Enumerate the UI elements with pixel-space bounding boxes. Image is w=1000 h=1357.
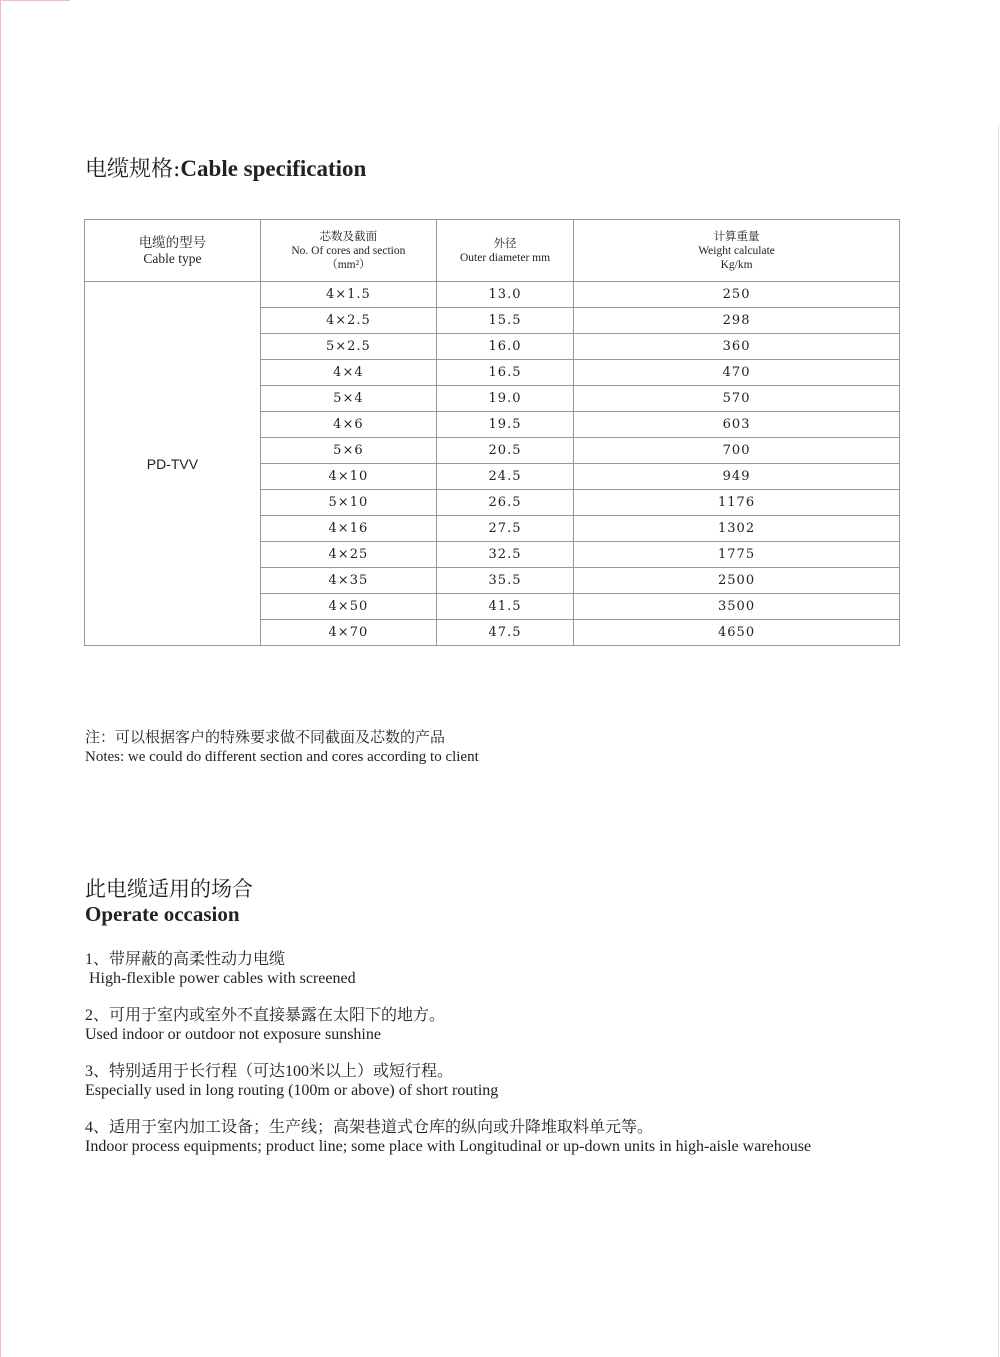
outer-diameter-cell: 16.5 [436,360,573,386]
weight-cell: 1176 [574,490,900,516]
outer-diameter-cell: 26.5 [436,490,573,516]
occasion-item [85,950,811,988]
occasion-en: Especially used in long routing (100m or above) of short routing [85,1082,499,1099]
page-edge-right [998,125,999,1357]
header-en: Cable type [143,250,202,266]
header-en: Outer diameter mm [459,251,551,264]
weight-cell: 2500 [574,568,900,594]
table-row [85,282,900,308]
cores-section-cell: 4×2.5 [260,308,436,334]
cores-section-cell: 4×70 [260,620,436,646]
notes-en: Notes: we could do different section and cores according to client [85,749,479,765]
occasion-en: Indoor process equipments; product line; some place with Longitudinal or up-down units in high-aisle warehouse [85,1138,812,1155]
occasion-cn: 4、适用于室内加工设备；生产线；高架巷道式仓库的纵向或升降堆取料单元等。 [85,1119,654,1136]
table-header-row [85,220,900,282]
page-edge [0,0,1,1357]
outer-diameter-cell: 20.5 [436,438,573,464]
cores-section-cell: 4×4 [260,360,436,386]
outer-diameter-cell: 19.0 [436,386,573,412]
outer-diameter-cell: 24.5 [436,464,573,490]
weight-cell: 470 [574,360,900,386]
cores-section-cell: 5×4 [260,386,436,412]
title-en: Cable specification [180,156,367,181]
cable-type-cell: PD-TVV [85,282,261,646]
column-header [85,220,261,282]
occasion-title-cn: 此电缆适用的场合 [85,877,253,901]
outer-diameter-cell: 35.5 [436,568,573,594]
cores-section-cell: 4×1.5 [260,282,436,308]
cores-section-cell: 4×6 [260,412,436,438]
section-title-spec [85,152,366,183]
section-title-occasion [85,877,253,927]
outer-diameter-cell: 15.5 [436,308,573,334]
column-header [574,220,900,282]
header-en: No. Of cores and section [291,244,406,257]
cores-section-cell: 4×16 [260,516,436,542]
weight-cell: 4650 [574,620,900,646]
header-cn: 计算重量 [713,230,760,243]
header-unit: （mm²） [326,258,371,271]
page-edge-top [0,0,70,1]
header-en: Weight calculate [698,244,775,257]
cores-section-cell: 5×10 [260,490,436,516]
cores-section-cell: 4×25 [260,542,436,568]
cores-section-cell: 4×50 [260,594,436,620]
cores-section-cell: 5×6 [260,438,436,464]
header-cn: 外径 [493,237,517,250]
outer-diameter-cell: 41.5 [436,594,573,620]
outer-diameter-cell: 19.5 [436,412,573,438]
occasion-item [85,1006,811,1044]
header-unit: Kg/km [720,258,753,271]
occasion-title-en: Operate occasion [85,902,240,926]
cores-section-cell: 4×10 [260,464,436,490]
occasion-item [85,1062,811,1100]
outer-diameter-cell: 13.0 [436,282,573,308]
cable-spec-table [84,219,900,646]
header-cn: 电缆的型号 [138,234,207,250]
weight-cell: 949 [574,464,900,490]
weight-cell: 360 [574,334,900,360]
weight-cell: 250 [574,282,900,308]
column-header [436,220,573,282]
weight-cell: 700 [574,438,900,464]
cores-section-cell: 4×35 [260,568,436,594]
weight-cell: 570 [574,386,900,412]
occasion-cn: 3、特别适用于长行程（可达100米以上）或短行程。 [85,1063,454,1080]
cores-section-cell: 5×2.5 [260,334,436,360]
outer-diameter-cell: 27.5 [436,516,573,542]
outer-diameter-cell: 32.5 [436,542,573,568]
weight-cell: 1302 [574,516,900,542]
occasion-item [85,1118,811,1156]
column-header [260,220,436,282]
weight-cell: 1775 [574,542,900,568]
title-cn: 电缆规格: [85,157,181,182]
occasion-list [85,950,811,1174]
occasion-en: High-flexible power cables with screened [85,970,356,987]
outer-diameter-cell: 47.5 [436,620,573,646]
notes [85,729,479,767]
occasion-en: Used indoor or outdoor not exposure sunshine [85,1026,381,1043]
outer-diameter-cell: 16.0 [436,334,573,360]
weight-cell: 298 [574,308,900,334]
header-cn: 芯数及截面 [319,230,378,243]
occasion-cn: 2、可用于室内或室外不直接暴露在太阳下的地方。 [85,1007,446,1024]
weight-cell: 3500 [574,594,900,620]
weight-cell: 603 [574,412,900,438]
notes-cn: 注：可以根据客户的特殊要求做不同截面及芯数的产品 [85,730,446,746]
occasion-cn: 1、带屏蔽的高柔性动力电缆 [85,951,286,968]
